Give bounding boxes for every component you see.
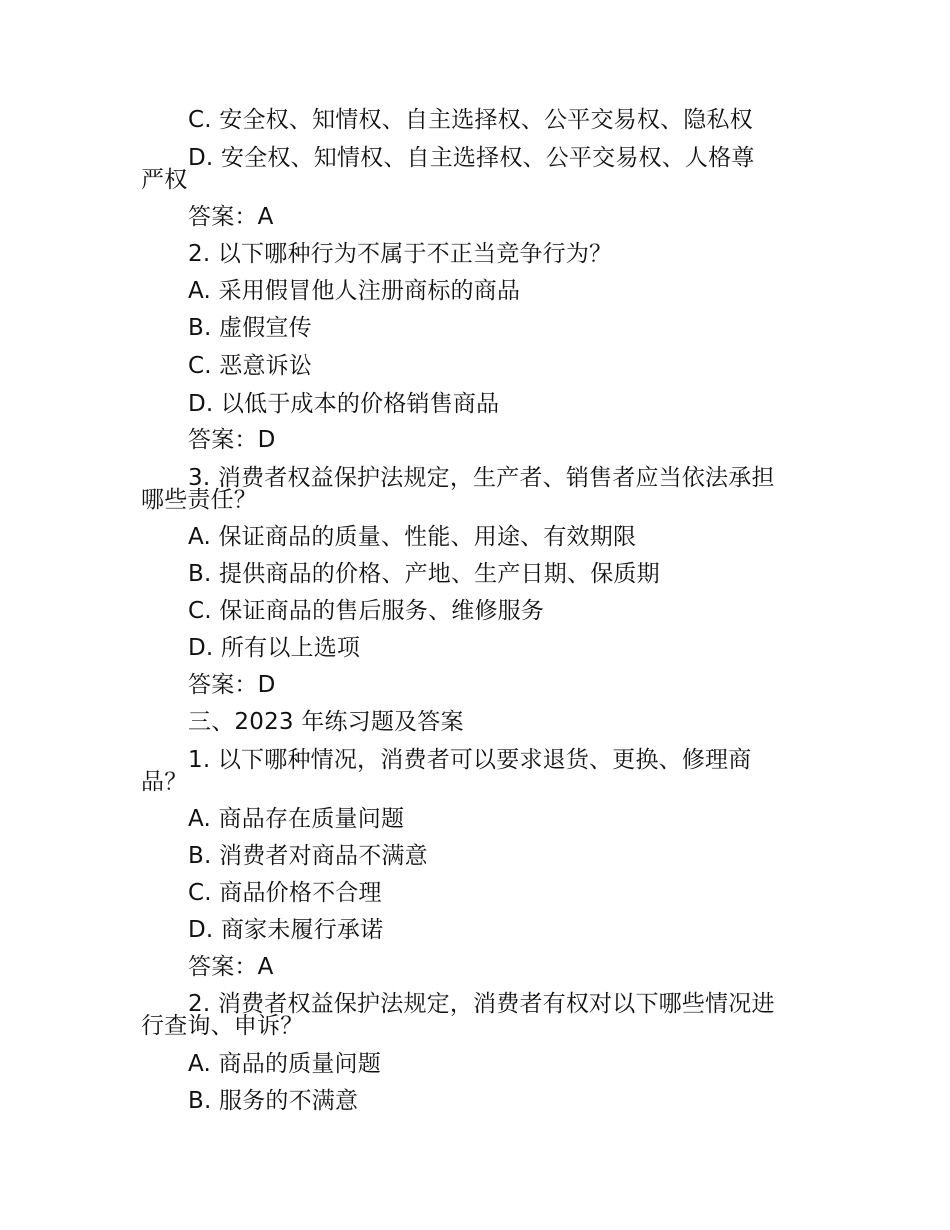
question-2023-2: 2. 消费者权益保护法规定，消费者有权对以下哪些情况进: [188, 991, 775, 1017]
q2023-1-option-a: A. 商品存在质量问题: [188, 806, 405, 832]
q2023-1-option-c: C. 商品价格不合理: [188, 880, 382, 906]
q2023-2-option-b: B. 服务的不满意: [188, 1088, 359, 1114]
q2-option-c: C. 恶意诉讼: [188, 353, 313, 379]
question-2023-1: 1. 以下哪种情况，消费者可以要求退货、更换、修理商: [188, 747, 752, 773]
answer-1: 答案：A: [188, 204, 274, 230]
question-3-continued: 哪些责任？: [141, 487, 257, 513]
q2-option-d: D. 以低于成本的价格销售商品: [188, 391, 500, 417]
q3-option-d: D. 所有以上选项: [188, 635, 361, 661]
q2-option-b: B. 虚假宣传: [188, 315, 312, 341]
q2023-1-option-d: D. 商家未履行承诺: [188, 917, 384, 943]
question-2023-1-continued: 品？: [141, 769, 188, 795]
question-3: 3. 消费者权益保护法规定，生产者、销售者应当依法承担: [188, 465, 775, 491]
q2023-1-option-b: B. 消费者对商品不满意: [188, 843, 428, 869]
option-d-rights-continued: 严权: [141, 167, 188, 193]
question-2023-2-continued: 行查询、申诉？: [141, 1013, 304, 1039]
q3-option-a: A. 保证商品的质量、性能、用途、有效期限: [188, 524, 637, 550]
section-heading-2023: 三、2023 年练习题及答案: [188, 709, 464, 735]
option-c-rights: C. 安全权、知情权、自主选择权、公平交易权、隐私权: [188, 107, 753, 133]
answer-3: 答案：D: [188, 672, 276, 698]
q3-option-c: C. 保证商品的售后服务、维修服务: [188, 598, 545, 624]
answer-2: 答案：D: [188, 427, 276, 453]
q3-option-b: B. 提供商品的价格、产地、生产日期、保质期: [188, 561, 660, 587]
q2-option-a: A. 采用假冒他人注册商标的商品: [188, 278, 521, 304]
q2023-2-option-a: A. 商品的质量问题: [188, 1051, 381, 1077]
option-d-rights: D. 安全权、知情权、自主选择权、公平交易权、人格尊: [188, 145, 755, 171]
question-2: 2. 以下哪种行为不属于不正当竞争行为？: [188, 241, 613, 267]
answer-2023-1: 答案：A: [188, 954, 274, 980]
